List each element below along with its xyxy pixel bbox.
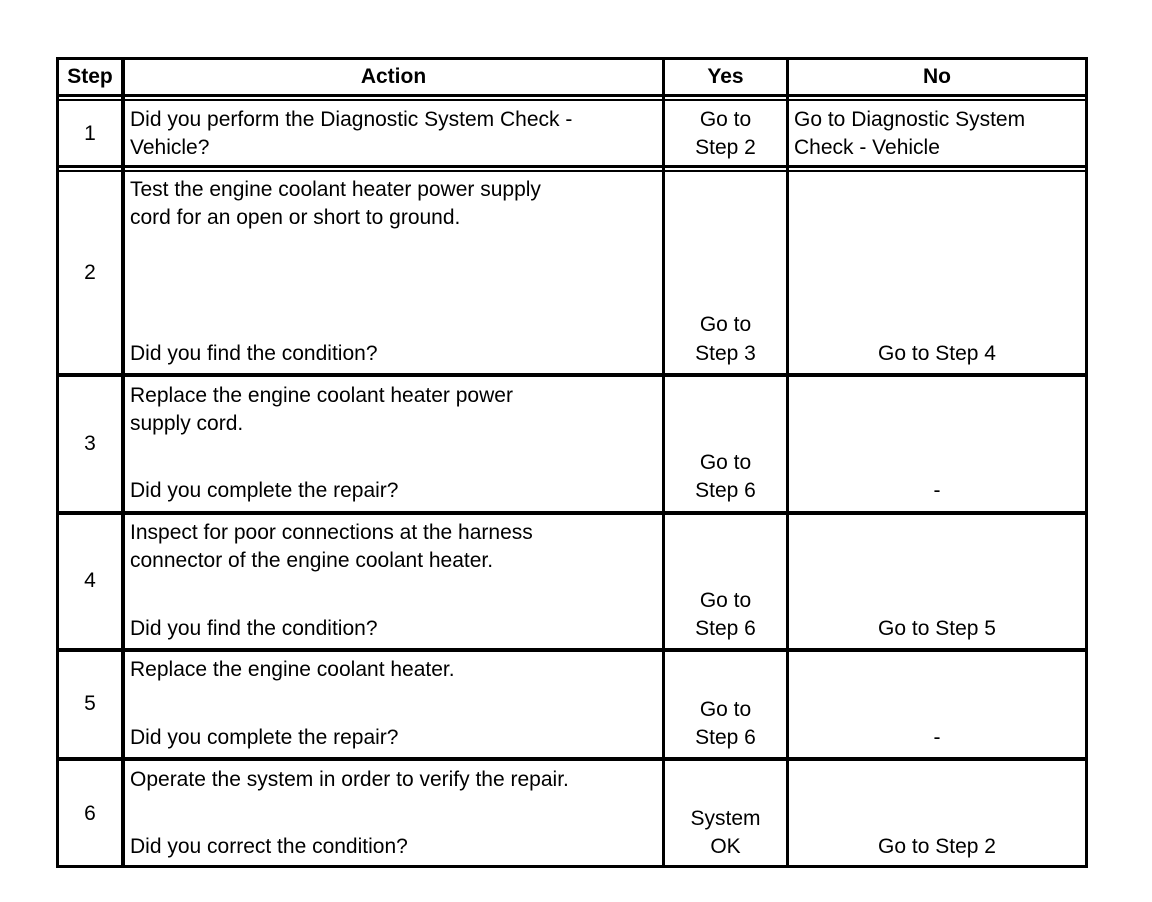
row6-no: Go to Step 2 xyxy=(878,835,996,858)
row4-action-line2: connector of the engine coolant heater. xyxy=(130,549,494,572)
header-no: No xyxy=(923,65,951,88)
row3-yes-line2: Step 6 xyxy=(695,479,756,502)
row5-question: Did you complete the repair? xyxy=(130,726,399,749)
row4-no: Go to Step 5 xyxy=(878,617,996,640)
row4-action-line1: Inspect for poor connections at the harness xyxy=(130,521,533,544)
row1-yes-line2: Step 2 xyxy=(695,136,756,159)
row2-yes-line1: Go to xyxy=(699,313,752,336)
row2-question: Did you find the condition? xyxy=(130,342,378,365)
row2-no: Go to Step 4 xyxy=(878,342,996,365)
row1-no-line2: Check - Vehicle xyxy=(794,136,940,159)
row3-yes-line1: Go to xyxy=(699,451,752,474)
row-divider-1-b xyxy=(56,170,1088,172)
table-border-bottom xyxy=(56,865,1088,868)
table-border-left xyxy=(56,57,59,868)
row5-no: - xyxy=(933,726,941,749)
diagnostic-table xyxy=(56,57,1088,867)
row1-action-line2: Vehicle? xyxy=(130,136,210,159)
row-divider-header xyxy=(56,94,1088,97)
header-action: Action xyxy=(360,65,427,88)
header-yes: Yes xyxy=(707,65,744,88)
row4-yes-line1: Go to xyxy=(699,589,752,612)
row6-yes-line2: OK xyxy=(710,835,741,858)
col-divider-step xyxy=(121,57,125,868)
row4-step: 4 xyxy=(84,569,96,592)
row-divider-5 xyxy=(56,757,1088,761)
row1-no-line1: Go to Diagnostic System xyxy=(794,108,1026,131)
row2-yes-line2: Step 3 xyxy=(695,342,756,365)
row6-step: 6 xyxy=(84,802,96,825)
row3-action-line2: supply cord. xyxy=(130,412,244,435)
table-border-top xyxy=(56,57,1088,60)
row-divider-4 xyxy=(56,648,1088,652)
row3-question: Did you complete the repair? xyxy=(130,479,399,502)
row5-step: 5 xyxy=(84,692,96,715)
row6-yes-line1: System xyxy=(690,807,761,830)
row6-action-line1: Operate the system in order to verify the repair. xyxy=(130,768,569,791)
table-border-right xyxy=(1085,57,1088,868)
row5-yes-line2: Step 6 xyxy=(695,726,756,749)
row3-step: 3 xyxy=(84,432,96,455)
row6-question: Did you correct the condition? xyxy=(130,835,408,858)
row3-no: - xyxy=(933,479,941,502)
row-divider-1 xyxy=(56,165,1088,168)
row3-action-line1: Replace the engine coolant heater power xyxy=(130,384,513,407)
row2-action-line1: Test the engine coolant heater power supply xyxy=(130,178,541,201)
row1-yes-line1: Go to xyxy=(699,108,752,131)
row4-yes-line2: Step 6 xyxy=(695,617,756,640)
row-divider-3 xyxy=(56,511,1088,515)
row5-action-line1: Replace the engine coolant heater. xyxy=(130,658,455,681)
row4-question: Did you find the condition? xyxy=(130,617,378,640)
row1-step: 1 xyxy=(84,122,96,145)
row2-action-line2: cord for an open or short to ground. xyxy=(130,206,461,229)
header-step: Step xyxy=(67,65,113,88)
row1-action-line1: Did you perform the Diagnostic System Check - xyxy=(130,108,573,131)
row-divider-2 xyxy=(56,373,1088,377)
row-divider-header-b xyxy=(56,99,1088,101)
row5-yes-line1: Go to xyxy=(699,698,752,721)
row2-step: 2 xyxy=(84,261,96,284)
